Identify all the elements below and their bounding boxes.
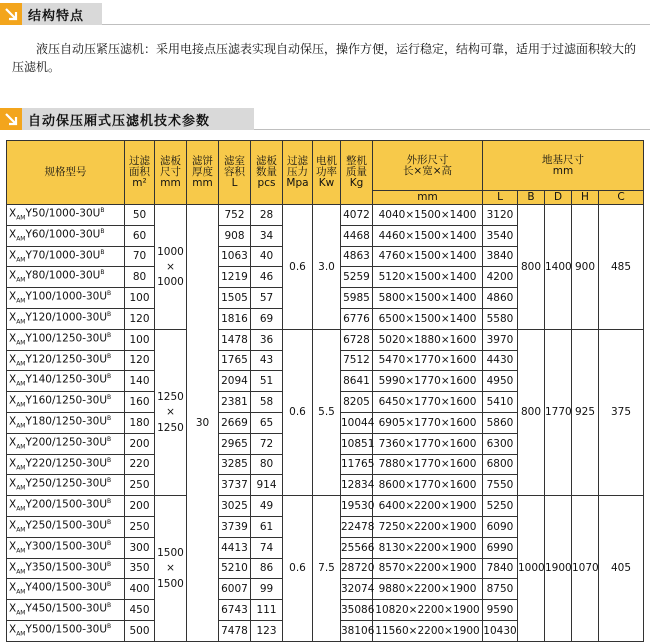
model-subscript: AM [16, 443, 26, 451]
model-superscript: B [107, 310, 112, 318]
model-subscript: AM [16, 401, 26, 409]
pressure-cell: 0.6 [283, 329, 313, 495]
plates-cell: 123 [251, 620, 283, 641]
arrow-icon [0, 108, 22, 130]
model-cell: $X_{AM}Y100/1000-30U^B$ [7, 288, 125, 309]
dims-cell: 7360×1770×1600 [373, 433, 483, 454]
L-cell: 3840 [483, 246, 518, 267]
plates-cell: 72 [251, 433, 283, 454]
plates-cell: 40 [251, 246, 283, 267]
header-H: H [572, 191, 599, 205]
model-subscript: AM [16, 609, 26, 617]
D-cell: 1770 [545, 329, 572, 495]
plate-size-cell: 1500 × 1500 [155, 496, 187, 642]
header-B: B [518, 191, 545, 205]
L-cell: 6300 [483, 433, 518, 454]
table-body [7, 205, 644, 642]
model-superscript: B [107, 560, 112, 568]
dims-cell: 4460×1500×1400 [373, 225, 483, 246]
model-superscript: B [107, 331, 112, 339]
model-superscript: B [107, 539, 112, 547]
model-cell: $X_{AM}Y160/1250-30U^B$ [7, 392, 125, 413]
pressure-cell: 0.6 [283, 205, 313, 330]
model-superscript: B [107, 602, 112, 610]
volume-cell: 6007 [219, 579, 251, 600]
model-superscript: B [107, 477, 112, 485]
weight-cell: 8205 [341, 392, 373, 413]
weight-cell: 10044 [341, 412, 373, 433]
section-header-structure [0, 3, 650, 25]
B-cell: 1000 [518, 496, 545, 642]
dims-cell: 5120×1500×1400 [373, 267, 483, 288]
dims-cell: 6500×1500×1400 [373, 308, 483, 329]
area-cell: 70 [125, 246, 155, 267]
model-subscript: AM [16, 235, 26, 243]
L-cell: 7840 [483, 558, 518, 579]
weight-cell: 4863 [341, 246, 373, 267]
section-title: 结构特点 [22, 3, 102, 25]
volume-cell: 2094 [219, 371, 251, 392]
divider [254, 129, 650, 130]
model-cell: $X_{AM}Y120/1250-30U^B$ [7, 350, 125, 371]
plates-cell: 36 [251, 329, 283, 350]
area-cell: 120 [125, 308, 155, 329]
divider [102, 24, 650, 25]
plates-cell: 80 [251, 454, 283, 475]
plates-cell: 86 [251, 558, 283, 579]
header-dims: 外形尺寸 长×宽×高 [373, 141, 483, 191]
L-cell: 5410 [483, 392, 518, 413]
model-superscript: B [107, 290, 112, 298]
model-superscript: B [107, 352, 112, 360]
weight-cell: 11765 [341, 454, 373, 475]
area-cell: 50 [125, 205, 155, 226]
power-cell: 5.5 [313, 329, 341, 495]
model-subscript: AM [16, 380, 26, 388]
dims-cell: 5990×1770×1600 [373, 371, 483, 392]
L-cell: 4200 [483, 267, 518, 288]
model-superscript: B [107, 498, 112, 506]
plates-cell: 34 [251, 225, 283, 246]
volume-cell: 1478 [219, 329, 251, 350]
model-cell: $X_{AM}Y350/1500-30U^B$ [7, 558, 125, 579]
model-subscript: AM [16, 568, 26, 576]
weight-cell: 5985 [341, 288, 373, 309]
model-subscript: AM [16, 339, 26, 347]
area-cell: 200 [125, 496, 155, 517]
volume-cell: 1063 [219, 246, 251, 267]
volume-cell: 1816 [219, 308, 251, 329]
header-dims-unit: mm [373, 191, 483, 205]
model-subscript: AM [16, 484, 26, 492]
arrow-icon [0, 3, 22, 25]
plate-size-cell: 1000 × 1000 [155, 205, 187, 330]
area-cell: 200 [125, 433, 155, 454]
dims-cell: 6400×2200×1900 [373, 496, 483, 517]
header-C: C [599, 191, 644, 205]
model-cell: $X_{AM}Y50/1000-30U^B$ [7, 205, 125, 226]
model-subscript: AM [16, 256, 26, 264]
area-cell: 120 [125, 350, 155, 371]
model-cell: $X_{AM}Y400/1500-30U^B$ [7, 579, 125, 600]
volume-cell: 752 [219, 205, 251, 226]
area-cell: 300 [125, 537, 155, 558]
model-subscript: AM [16, 464, 26, 472]
power-cell: 7.5 [313, 496, 341, 642]
L-cell: 6090 [483, 516, 518, 537]
model-superscript: B [107, 622, 112, 630]
model-cell: $X_{AM}Y180/1250-30U^B$ [7, 412, 125, 433]
model-cell: $X_{AM}Y70/1000-30U^B$ [7, 246, 125, 267]
model-superscript: B [107, 518, 112, 526]
H-cell: 900 [572, 205, 599, 330]
dims-cell: 6905×1770×1600 [373, 412, 483, 433]
dims-cell: 6450×1770×1600 [373, 392, 483, 413]
plates-cell: 51 [251, 371, 283, 392]
weight-cell: 32074 [341, 579, 373, 600]
L-cell: 6800 [483, 454, 518, 475]
weight-cell: 28720 [341, 558, 373, 579]
model-subscript: AM [16, 297, 26, 305]
L-cell: 4430 [483, 350, 518, 371]
model-superscript: B [100, 207, 105, 214]
weight-cell: 19530 [341, 496, 373, 517]
header-L: L [483, 191, 518, 205]
plates-cell: 28 [251, 205, 283, 226]
header-plates: 滤板数量 pcs [251, 141, 283, 205]
model-subscript: AM [16, 422, 26, 430]
model-subscript: AM [16, 214, 26, 222]
model-subscript: AM [16, 547, 26, 555]
volume-cell: 1219 [219, 267, 251, 288]
model-cell: $X_{AM}Y60/1000-30U^B$ [7, 225, 125, 246]
model-subscript: AM [16, 526, 26, 534]
model-superscript: B [100, 269, 105, 277]
area-cell: 500 [125, 620, 155, 641]
B-cell: 800 [518, 205, 545, 330]
L-cell: 7550 [483, 475, 518, 496]
header-pressure: 过滤压力 Mpa [283, 141, 313, 205]
model-superscript: B [107, 394, 112, 402]
area-cell: 220 [125, 454, 155, 475]
dims-cell: 7250×2200×1900 [373, 516, 483, 537]
D-cell: 1400 [545, 205, 572, 330]
weight-cell: 8641 [341, 371, 373, 392]
L-cell: 8750 [483, 579, 518, 600]
dims-cell: 8600×1770×1600 [373, 475, 483, 496]
L-cell: 10430 [483, 620, 518, 641]
model-superscript: B [107, 456, 112, 464]
cake-thickness-cell: 30 [187, 205, 219, 642]
area-cell: 350 [125, 558, 155, 579]
model-superscript: B [107, 581, 112, 589]
plates-cell: 65 [251, 412, 283, 433]
model-cell: $X_{AM}Y200/1250-30U^B$ [7, 433, 125, 454]
plates-cell: 58 [251, 392, 283, 413]
model-cell: $X_{AM}Y250/1250-30U^B$ [7, 475, 125, 496]
D-cell: 1900 [545, 496, 572, 642]
H-cell: 925 [572, 329, 599, 495]
model-subscript: AM [16, 276, 26, 284]
dims-cell: 5020×1880×1600 [373, 329, 483, 350]
power-cell: 3.0 [313, 205, 341, 330]
plates-cell: 57 [251, 288, 283, 309]
volume-cell: 1505 [219, 288, 251, 309]
volume-cell: 3285 [219, 454, 251, 475]
volume-cell: 6743 [219, 600, 251, 621]
description: 液压自动压紧压滤机：采用电接点压滤表实现自动保压，操作方便，运行稳定，结构可靠，适用于过滤面积较大的压滤机。 [12, 42, 637, 74]
plates-cell: 74 [251, 537, 283, 558]
weight-cell: 35086 [341, 600, 373, 621]
plate-size-cell: 1250 × 1250 [155, 329, 187, 495]
dims-cell: 7880×1770×1600 [373, 454, 483, 475]
model-superscript: B [107, 435, 112, 443]
model-cell: $X_{AM}Y250/1500-30U^B$ [7, 516, 125, 537]
weight-cell: 25566 [341, 537, 373, 558]
model-subscript: AM [16, 588, 26, 596]
model-cell: $X_{AM}Y450/1500-30U^B$ [7, 600, 125, 621]
plates-cell: 914 [251, 475, 283, 496]
model-superscript: B [107, 414, 112, 422]
dims-cell: 10820×2200×1900 [373, 600, 483, 621]
dims-cell: 4040×1500×1400 [373, 205, 483, 226]
dims-cell: 4760×1500×1400 [373, 246, 483, 267]
weight-cell: 12834 [341, 475, 373, 496]
L-cell: 5250 [483, 496, 518, 517]
weight-cell: 6728 [341, 329, 373, 350]
L-cell: 9590 [483, 600, 518, 621]
dims-cell: 11560×2200×1900 [373, 620, 483, 641]
header-D: D [545, 191, 572, 205]
area-cell: 180 [125, 412, 155, 433]
weight-cell: 10851 [341, 433, 373, 454]
L-cell: 3540 [483, 225, 518, 246]
weight-cell: 5259 [341, 267, 373, 288]
L-cell: 3970 [483, 329, 518, 350]
area-cell: 100 [125, 329, 155, 350]
header-model: 规格型号 [7, 141, 125, 205]
L-cell: 4950 [483, 371, 518, 392]
volume-cell: 2965 [219, 433, 251, 454]
area-cell: 250 [125, 516, 155, 537]
volume-cell: 5210 [219, 558, 251, 579]
area-cell: 450 [125, 600, 155, 621]
table-row [7, 205, 644, 226]
C-cell: 405 [599, 496, 644, 642]
C-cell: 485 [599, 205, 644, 330]
weight-cell: 4072 [341, 205, 373, 226]
plates-cell: 61 [251, 516, 283, 537]
volume-cell: 1765 [219, 350, 251, 371]
model-subscript: AM [16, 505, 26, 513]
model-cell: $X_{AM}Y220/1250-30U^B$ [7, 454, 125, 475]
area-cell: 80 [125, 267, 155, 288]
volume-cell: 3025 [219, 496, 251, 517]
model-subscript: AM [16, 360, 26, 368]
volume-cell: 2669 [219, 412, 251, 433]
header-volume: 滤室容积 L [219, 141, 251, 205]
model-subscript: AM [16, 318, 26, 326]
model-superscript: B [107, 373, 112, 381]
header-area: 过滤面积 m² [125, 141, 155, 205]
L-cell: 6990 [483, 537, 518, 558]
header-foundation: 地基尺寸 mm [483, 141, 644, 191]
model-subscript: AM [16, 630, 26, 638]
weight-cell: 4468 [341, 225, 373, 246]
area-cell: 140 [125, 371, 155, 392]
plates-cell: 111 [251, 600, 283, 621]
L-cell: 4860 [483, 288, 518, 309]
dims-cell: 5470×1770×1600 [373, 350, 483, 371]
volume-cell: 908 [219, 225, 251, 246]
table-row [7, 496, 644, 517]
volume-cell: 4413 [219, 537, 251, 558]
plates-cell: 43 [251, 350, 283, 371]
C-cell: 375 [599, 329, 644, 495]
header-plate-size: 滤板尺寸 mm [155, 141, 187, 205]
H-cell: 1070 [572, 496, 599, 642]
pressure-cell: 0.6 [283, 496, 313, 642]
volume-cell: 7478 [219, 620, 251, 641]
plates-cell: 69 [251, 308, 283, 329]
dims-cell: 5800×1500×1400 [373, 288, 483, 309]
weight-cell: 22478 [341, 516, 373, 537]
dims-cell: 8570×2200×1900 [373, 558, 483, 579]
model-cell: $X_{AM}Y200/1500-30U^B$ [7, 496, 125, 517]
weight-cell: 7512 [341, 350, 373, 371]
L-cell: 5580 [483, 308, 518, 329]
table-row [7, 329, 644, 350]
area-cell: 400 [125, 579, 155, 600]
model-cell: $X_{AM}Y140/1250-30U^B$ [7, 371, 125, 392]
L-cell: 5860 [483, 412, 518, 433]
dims-cell: 9880×2200×1900 [373, 579, 483, 600]
volume-cell: 2381 [219, 392, 251, 413]
model-cell: $X_{AM}Y80/1000-30U^B$ [7, 267, 125, 288]
area-cell: 100 [125, 288, 155, 309]
area-cell: 160 [125, 392, 155, 413]
plates-cell: 49 [251, 496, 283, 517]
model-cell: $X_{AM}Y300/1500-30U^B$ [7, 537, 125, 558]
L-cell: 3120 [483, 205, 518, 226]
header-weight: 整机质量 Kg [341, 141, 373, 205]
area-cell: 250 [125, 475, 155, 496]
spec-table [6, 140, 644, 642]
plates-cell: 46 [251, 267, 283, 288]
model-cell: $X_{AM}Y120/1000-30U^B$ [7, 308, 125, 329]
volume-cell: 3737 [219, 475, 251, 496]
model-superscript: B [100, 248, 105, 256]
section-header-params [0, 108, 650, 130]
model-cell: $X_{AM}Y100/1250-30U^B$ [7, 329, 125, 350]
weight-cell: 6776 [341, 308, 373, 329]
area-cell: 60 [125, 225, 155, 246]
B-cell: 800 [518, 329, 545, 495]
model-cell: $X_{AM}Y500/1500-30U^B$ [7, 620, 125, 641]
header-cake-thickness: 滤饼厚度 mm [187, 141, 219, 205]
model-superscript: B [100, 227, 105, 235]
header-power: 电机功率 Kw [313, 141, 341, 205]
section-title: 自动保压厢式压滤机技术参数 [22, 108, 254, 130]
volume-cell: 3739 [219, 516, 251, 537]
plates-cell: 99 [251, 579, 283, 600]
dims-cell: 8130×2200×1900 [373, 537, 483, 558]
weight-cell: 38106 [341, 620, 373, 641]
